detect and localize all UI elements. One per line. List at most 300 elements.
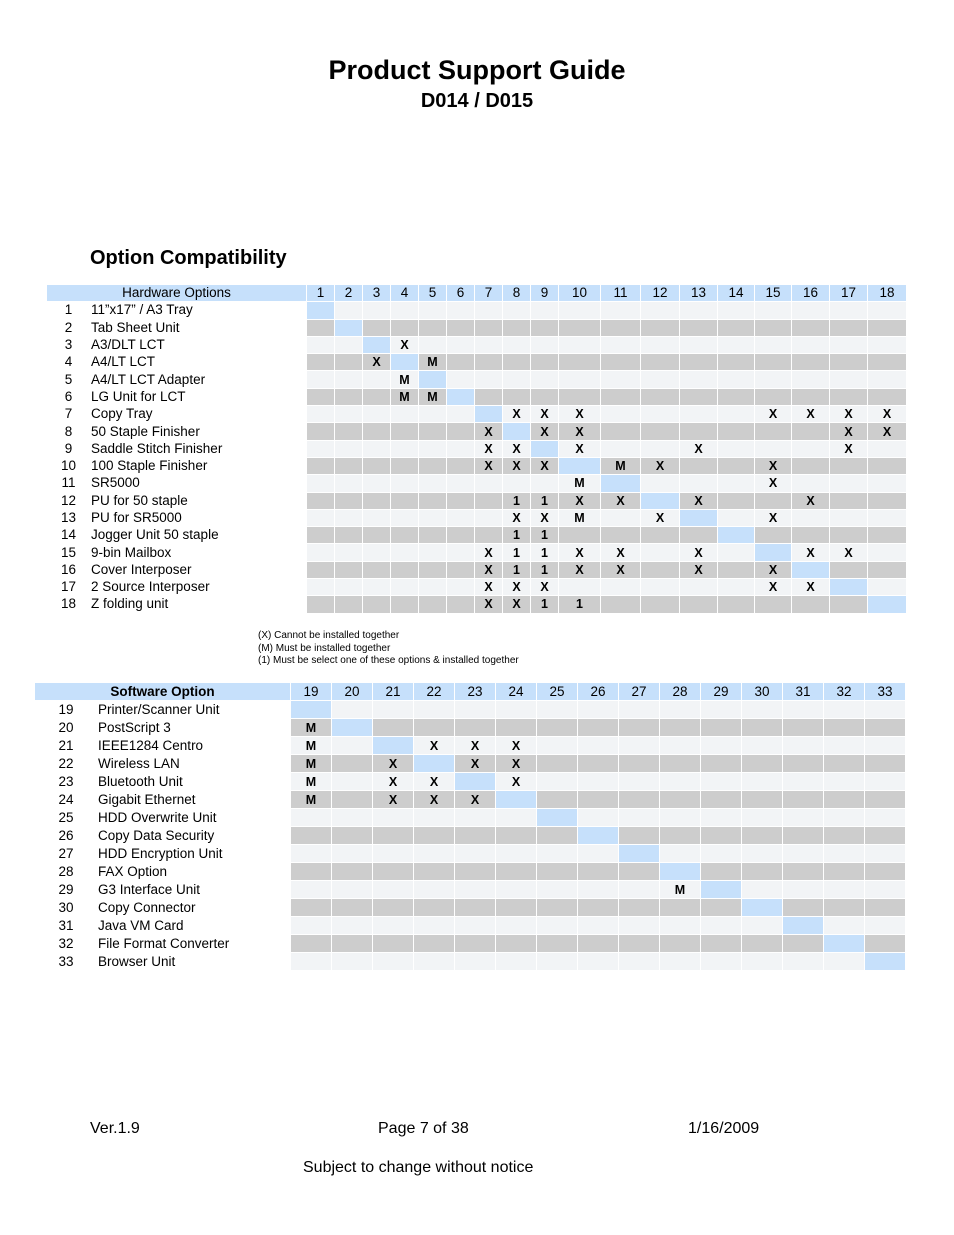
- sw-compat-cell: [332, 737, 373, 755]
- hw-compat-cell: [868, 457, 907, 474]
- hw-compat-cell: [601, 302, 641, 319]
- hw-compat-cell: [755, 440, 792, 457]
- hw-compat-cell: [680, 579, 718, 596]
- hw-row: [47, 440, 907, 457]
- hw-compat-cell: [718, 440, 755, 457]
- sw-compat-cell: [865, 809, 906, 827]
- hw-compat-cell: [335, 561, 363, 578]
- sw-row-name: G3 Interface Unit: [98, 881, 291, 899]
- hw-compat-cell: [792, 423, 830, 440]
- hw-compat-cell: [363, 509, 391, 526]
- hw-compat-cell: [419, 423, 447, 440]
- hw-compat-cell: [601, 371, 641, 388]
- hw-compat-cell: [680, 527, 718, 544]
- hw-compat-cell: [475, 302, 503, 319]
- sw-compat-cell: [537, 791, 578, 809]
- sw-column-header: 33: [865, 683, 906, 701]
- hw-compat-cell: M: [419, 354, 447, 371]
- sw-compat-cell: [783, 845, 824, 863]
- sw-compat-cell: [291, 935, 332, 953]
- hw-row-number: 6: [47, 388, 91, 405]
- hw-compat-cell: [559, 336, 601, 353]
- hw-compat-cell: [755, 596, 792, 613]
- hw-column-header: 1: [307, 285, 335, 302]
- sw-compat-cell: [496, 899, 537, 917]
- sw-row-number: 31: [35, 917, 98, 935]
- hw-compat-cell: [601, 509, 641, 526]
- hw-compat-cell: [363, 527, 391, 544]
- sw-compat-cell: X: [373, 755, 414, 773]
- hw-compat-cell: [559, 371, 601, 388]
- sw-row: [35, 719, 906, 737]
- hw-compat-cell: X: [755, 406, 792, 423]
- hw-compat-cell: X: [680, 492, 718, 509]
- sw-compat-cell: [578, 773, 619, 791]
- hw-compat-cell: [531, 319, 559, 336]
- hw-compat-cell: [755, 302, 792, 319]
- sw-compat-cell: [865, 737, 906, 755]
- hw-compat-cell: [447, 457, 475, 474]
- hw-compat-cell: [307, 423, 335, 440]
- hw-compat-cell: [792, 596, 830, 613]
- hw-compat-cell: [755, 388, 792, 405]
- sw-compat-cell: [701, 863, 742, 881]
- page-title: Product Support Guide: [328, 55, 626, 85]
- hw-compat-cell: [868, 492, 907, 509]
- hw-compat-cell: [641, 302, 680, 319]
- sw-compat-cell: [865, 755, 906, 773]
- hw-compat-cell: [335, 475, 363, 492]
- hw-compat-cell: 1: [531, 561, 559, 578]
- sw-compat-cell: [414, 809, 455, 827]
- hw-compat-cell: [718, 423, 755, 440]
- sw-compat-cell: [496, 935, 537, 953]
- hw-compat-cell: 1: [531, 544, 559, 561]
- sw-row-number: 28: [35, 863, 98, 881]
- hw-compat-cell: [475, 509, 503, 526]
- sw-compat-cell: [865, 881, 906, 899]
- hw-compat-cell: [531, 336, 559, 353]
- sw-column-header: 25: [537, 683, 578, 701]
- hw-compat-cell: [755, 544, 792, 561]
- sw-compat-cell: [373, 737, 414, 755]
- hw-compat-cell: 1: [503, 544, 531, 561]
- sw-column-header: 23: [455, 683, 496, 701]
- sw-compat-cell: [701, 719, 742, 737]
- sw-compat-cell: [291, 881, 332, 899]
- hw-compat-cell: X: [830, 544, 868, 561]
- hw-column-header: 18: [868, 285, 907, 302]
- sw-compat-cell: [455, 899, 496, 917]
- hw-row: [47, 561, 907, 578]
- hw-compat-cell: [601, 423, 641, 440]
- sw-compat-cell: [701, 845, 742, 863]
- hw-compat-cell: [680, 302, 718, 319]
- hw-row-number: 5: [47, 371, 91, 388]
- hw-column-header: 3: [363, 285, 391, 302]
- hw-compat-cell: [868, 596, 907, 613]
- hw-compat-cell: [601, 319, 641, 336]
- hw-compat-cell: X: [559, 544, 601, 561]
- hw-compat-cell: [601, 406, 641, 423]
- hw-compat-cell: X: [792, 579, 830, 596]
- sw-compat-cell: [783, 809, 824, 827]
- hw-compat-cell: [335, 457, 363, 474]
- hw-compat-cell: [680, 371, 718, 388]
- hw-row-name: 50 Staple Finisher: [91, 423, 307, 440]
- sw-column-header: 32: [824, 683, 865, 701]
- sw-compat-cell: [537, 827, 578, 845]
- hw-compat-cell: [559, 319, 601, 336]
- sw-compat-cell: [619, 917, 660, 935]
- hw-compat-cell: [868, 388, 907, 405]
- hw-compat-cell: [503, 475, 531, 492]
- hw-compat-cell: [447, 596, 475, 613]
- sw-compat-cell: [332, 773, 373, 791]
- sw-compat-cell: [414, 701, 455, 719]
- hw-column-header: 7: [475, 285, 503, 302]
- hw-column-header: 11: [601, 285, 641, 302]
- sw-compat-cell: [537, 701, 578, 719]
- hw-row-name: A4/LT LCT Adapter: [91, 371, 307, 388]
- sw-row: [35, 863, 906, 881]
- hw-compat-cell: [792, 475, 830, 492]
- sw-row-number: 19: [35, 701, 98, 719]
- sw-compat-cell: [578, 899, 619, 917]
- hw-compat-cell: [559, 388, 601, 405]
- hw-compat-cell: X: [559, 406, 601, 423]
- hardware-options-table: [46, 284, 907, 614]
- hw-compat-cell: [419, 544, 447, 561]
- hw-compat-cell: X: [503, 457, 531, 474]
- hw-compat-cell: [641, 475, 680, 492]
- hw-compat-cell: X: [475, 544, 503, 561]
- sw-compat-cell: [496, 701, 537, 719]
- hw-compat-cell: [475, 492, 503, 509]
- hw-compat-cell: [419, 527, 447, 544]
- hw-compat-cell: [307, 406, 335, 423]
- sw-compat-cell: [578, 863, 619, 881]
- sw-compat-cell: [414, 899, 455, 917]
- sw-compat-cell: [701, 701, 742, 719]
- sw-row-name: Copy Connector: [98, 899, 291, 917]
- sw-column-header: 21: [373, 683, 414, 701]
- sw-compat-cell: [332, 809, 373, 827]
- sw-compat-cell: [865, 953, 906, 971]
- sw-compat-cell: [578, 917, 619, 935]
- sw-compat-cell: [496, 881, 537, 899]
- hw-compat-cell: [531, 475, 559, 492]
- sw-compat-cell: [455, 953, 496, 971]
- sw-column-header: 29: [701, 683, 742, 701]
- hw-compat-cell: X: [475, 423, 503, 440]
- hw-compat-cell: [601, 579, 641, 596]
- hw-compat-cell: [335, 302, 363, 319]
- hw-column-header: 12: [641, 285, 680, 302]
- hw-compat-cell: X: [559, 492, 601, 509]
- hw-compat-cell: [447, 371, 475, 388]
- sw-compat-cell: [496, 845, 537, 863]
- hw-compat-cell: X: [559, 561, 601, 578]
- sw-compat-cell: [496, 863, 537, 881]
- hw-compat-cell: [391, 406, 419, 423]
- hw-compat-cell: [419, 492, 447, 509]
- hw-column-header: 4: [391, 285, 419, 302]
- sw-compat-cell: [783, 773, 824, 791]
- sw-compat-cell: [701, 791, 742, 809]
- sw-compat-cell: [496, 809, 537, 827]
- hw-compat-cell: [531, 388, 559, 405]
- hw-compat-cell: [641, 544, 680, 561]
- hw-compat-cell: 1: [531, 527, 559, 544]
- hw-compat-cell: [868, 440, 907, 457]
- hw-row: [47, 354, 907, 371]
- hw-compat-cell: [792, 527, 830, 544]
- hw-compat-cell: [419, 371, 447, 388]
- sw-row: [35, 899, 906, 917]
- hw-compat-cell: [363, 596, 391, 613]
- hw-compat-cell: [475, 406, 503, 423]
- hw-compat-cell: [531, 440, 559, 457]
- hw-row-name: Jogger Unit 50 staple: [91, 527, 307, 544]
- legend-notes: [258, 630, 519, 668]
- sw-compat-cell: [496, 791, 537, 809]
- sw-compat-cell: [578, 755, 619, 773]
- hw-compat-cell: [307, 509, 335, 526]
- hw-row-name: PU for SR5000: [91, 509, 307, 526]
- hw-compat-cell: [641, 354, 680, 371]
- hw-compat-cell: [830, 492, 868, 509]
- sw-compat-cell: [701, 773, 742, 791]
- sw-compat-cell: [414, 863, 455, 881]
- hw-compat-cell: M: [391, 371, 419, 388]
- hw-compat-cell: [447, 388, 475, 405]
- sw-row: [35, 827, 906, 845]
- hw-column-header: 14: [718, 285, 755, 302]
- hw-compat-cell: X: [475, 457, 503, 474]
- sw-compat-cell: [578, 845, 619, 863]
- hw-compat-cell: M: [601, 457, 641, 474]
- hw-compat-cell: [307, 579, 335, 596]
- sw-compat-cell: [373, 935, 414, 953]
- hw-compat-cell: [718, 406, 755, 423]
- sw-compat-cell: [332, 863, 373, 881]
- hw-compat-cell: [447, 336, 475, 353]
- hw-compat-cell: [792, 319, 830, 336]
- hw-compat-cell: X: [601, 561, 641, 578]
- hw-compat-cell: [680, 388, 718, 405]
- sw-column-header: 24: [496, 683, 537, 701]
- hw-compat-cell: [641, 579, 680, 596]
- hw-compat-cell: [335, 423, 363, 440]
- hw-compat-cell: [391, 509, 419, 526]
- hw-compat-cell: [391, 440, 419, 457]
- sw-compat-cell: X: [373, 773, 414, 791]
- hw-row-name: PU for 50 staple: [91, 492, 307, 509]
- hw-compat-cell: [363, 371, 391, 388]
- sw-row: [35, 755, 906, 773]
- sw-compat-cell: [660, 701, 701, 719]
- hw-compat-cell: [755, 371, 792, 388]
- hw-column-header: 6: [447, 285, 475, 302]
- hw-compat-cell: [755, 319, 792, 336]
- footer-page-number: Page 7 of 38: [378, 1120, 469, 1137]
- hw-row-number: 18: [47, 596, 91, 613]
- hw-compat-cell: [601, 440, 641, 457]
- hw-compat-cell: [391, 319, 419, 336]
- hw-compat-cell: [641, 371, 680, 388]
- hw-compat-cell: [718, 579, 755, 596]
- hw-compat-cell: [868, 544, 907, 561]
- sw-row-name: IEEE1284 Centro: [98, 737, 291, 755]
- hw-compat-cell: X: [503, 440, 531, 457]
- sw-compat-cell: [578, 737, 619, 755]
- hw-compat-cell: X: [559, 423, 601, 440]
- hw-row-name: SR5000: [91, 475, 307, 492]
- sw-compat-cell: [783, 827, 824, 845]
- hw-compat-cell: [641, 388, 680, 405]
- sw-compat-cell: X: [373, 791, 414, 809]
- hw-compat-cell: X: [792, 544, 830, 561]
- sw-compat-cell: [332, 917, 373, 935]
- hw-compat-cell: [447, 527, 475, 544]
- hw-row-number: 11: [47, 475, 91, 492]
- hw-compat-cell: [307, 302, 335, 319]
- sw-row-number: 20: [35, 719, 98, 737]
- hw-compat-cell: 1: [503, 561, 531, 578]
- sw-compat-cell: [619, 809, 660, 827]
- sw-compat-cell: [537, 773, 578, 791]
- hw-compat-cell: [680, 423, 718, 440]
- hw-compat-cell: [391, 457, 419, 474]
- hw-compat-cell: [641, 561, 680, 578]
- sw-compat-cell: [865, 773, 906, 791]
- sw-compat-cell: [701, 827, 742, 845]
- sw-compat-cell: [619, 827, 660, 845]
- sw-compat-cell: M: [291, 791, 332, 809]
- sw-compat-cell: [824, 719, 865, 737]
- hw-compat-cell: [718, 527, 755, 544]
- note-x: (X) Cannot be installed together: [258, 630, 400, 641]
- hw-compat-cell: [868, 509, 907, 526]
- hw-compat-cell: [830, 388, 868, 405]
- sw-row: [35, 809, 906, 827]
- sw-compat-cell: [414, 827, 455, 845]
- hw-compat-cell: [447, 319, 475, 336]
- sw-row-number: 24: [35, 791, 98, 809]
- hw-compat-cell: X: [680, 544, 718, 561]
- hw-row: [47, 388, 907, 405]
- hw-compat-cell: [830, 596, 868, 613]
- hw-compat-cell: [307, 596, 335, 613]
- hw-compat-cell: [307, 319, 335, 336]
- hw-compat-cell: X: [830, 406, 868, 423]
- sw-row: [35, 773, 906, 791]
- hw-row: [47, 596, 907, 613]
- sw-compat-cell: [619, 845, 660, 863]
- sw-compat-cell: [865, 935, 906, 953]
- sw-compat-cell: [660, 917, 701, 935]
- sw-compat-cell: [824, 845, 865, 863]
- hw-compat-cell: [641, 492, 680, 509]
- sw-compat-cell: [619, 755, 660, 773]
- footer-disclaimer: Subject to change without notice: [303, 1159, 534, 1176]
- sw-compat-cell: [783, 755, 824, 773]
- sw-compat-cell: [660, 737, 701, 755]
- sw-column-header: 27: [619, 683, 660, 701]
- sw-compat-cell: [537, 737, 578, 755]
- hw-row-number: 13: [47, 509, 91, 526]
- hw-compat-cell: [307, 561, 335, 578]
- hw-row: [47, 302, 907, 319]
- hw-row-name: Cover Interposer: [91, 561, 307, 578]
- sw-compat-cell: [824, 881, 865, 899]
- sw-compat-cell: [783, 719, 824, 737]
- hw-compat-cell: [680, 354, 718, 371]
- hw-column-header: 16: [792, 285, 830, 302]
- hw-compat-cell: [419, 406, 447, 423]
- hw-compat-cell: [868, 319, 907, 336]
- hw-compat-cell: [718, 544, 755, 561]
- hw-compat-cell: [335, 579, 363, 596]
- hw-row: [47, 371, 907, 388]
- hw-compat-cell: [559, 527, 601, 544]
- hw-compat-cell: [335, 440, 363, 457]
- sw-row-number: 30: [35, 899, 98, 917]
- hw-compat-cell: X: [641, 509, 680, 526]
- hw-compat-cell: [680, 319, 718, 336]
- hw-compat-cell: [718, 371, 755, 388]
- hw-compat-cell: [601, 596, 641, 613]
- hw-compat-cell: [419, 302, 447, 319]
- hw-row-name: 11”x17” / A3 Tray: [91, 302, 307, 319]
- sw-compat-cell: [783, 701, 824, 719]
- sw-compat-cell: [783, 935, 824, 953]
- hw-compat-cell: [335, 492, 363, 509]
- hw-compat-cell: [641, 319, 680, 336]
- sw-compat-cell: [537, 899, 578, 917]
- hw-compat-cell: [335, 354, 363, 371]
- hw-compat-cell: X: [531, 406, 559, 423]
- hw-compat-cell: X: [503, 406, 531, 423]
- hw-compat-cell: [307, 544, 335, 561]
- sw-compat-cell: M: [291, 737, 332, 755]
- sw-row-name: File Format Converter: [98, 935, 291, 953]
- sw-row-name: Wireless LAN: [98, 755, 291, 773]
- hw-compat-cell: [391, 423, 419, 440]
- sw-compat-cell: [414, 881, 455, 899]
- sw-compat-cell: X: [414, 773, 455, 791]
- hw-compat-cell: 1: [531, 596, 559, 613]
- sw-compat-cell: [865, 791, 906, 809]
- hw-compat-cell: X: [531, 509, 559, 526]
- sw-compat-cell: [578, 827, 619, 845]
- sw-compat-cell: [537, 935, 578, 953]
- sw-compat-cell: [619, 701, 660, 719]
- hw-compat-cell: [755, 354, 792, 371]
- hw-compat-cell: [531, 354, 559, 371]
- hw-row-number: 7: [47, 406, 91, 423]
- sw-compat-cell: [578, 935, 619, 953]
- sw-compat-cell: [660, 755, 701, 773]
- sw-compat-cell: [332, 755, 373, 773]
- sw-row: [35, 701, 906, 719]
- sw-row: [35, 791, 906, 809]
- sw-compat-cell: [865, 863, 906, 881]
- hw-compat-cell: [830, 371, 868, 388]
- hw-compat-cell: [475, 371, 503, 388]
- hw-compat-cell: [868, 579, 907, 596]
